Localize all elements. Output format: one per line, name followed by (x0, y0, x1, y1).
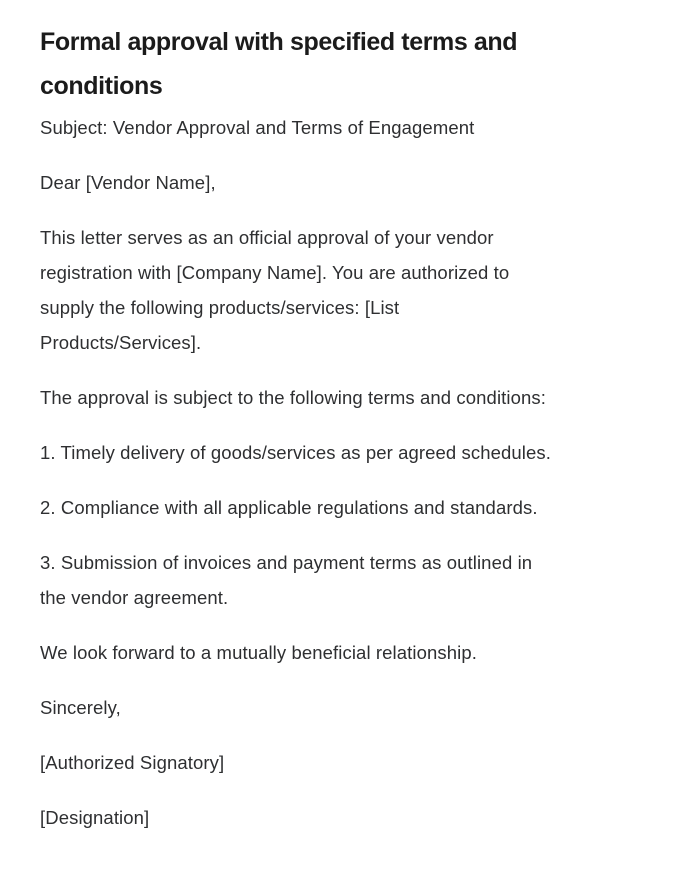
text-line: Dear [Vendor Name], (40, 172, 216, 193)
text-line: 1. Timely delivery of goods/services as per agreed schedules. (40, 442, 551, 463)
signature-designation-placeholder (40, 800, 640, 835)
text-line: We look forward to a mutually beneficial relationship. (40, 642, 477, 663)
signature-name-placeholder (40, 745, 640, 780)
term-item-1 (40, 435, 640, 470)
text-line: Subject: Vendor Approval and Terms of Engagement (40, 117, 475, 138)
paragraph-signoff (40, 690, 640, 725)
paragraph-subject (40, 110, 640, 145)
text-line: supply the following products/services: [List (40, 297, 400, 318)
text-line: the vendor agreement. (40, 587, 229, 608)
paragraph-closing (40, 635, 640, 670)
page-title-line: Formal approval with specified terms and (40, 28, 518, 56)
text-line: [Authorized Signatory] (40, 752, 225, 773)
term-item-2 (40, 490, 640, 525)
text-line: 3. Submission of invoices and payment terms as outlined in (40, 552, 533, 573)
text-line: registration with [Company Name]. You are authorized to (40, 262, 510, 283)
page-title (40, 20, 640, 108)
paragraph-approval-body (40, 220, 640, 360)
text-line: [Designation] (40, 807, 150, 828)
term-item-3 (40, 545, 640, 615)
text-line: This letter serves as an official approval of your vendor (40, 227, 494, 248)
paragraph-terms-intro (40, 380, 640, 415)
text-line: 2. Compliance with all applicable regulations and standards. (40, 497, 538, 518)
page-title-line: conditions (40, 72, 163, 100)
text-line: The approval is subject to the following terms and conditions: (40, 387, 546, 408)
text-line: Sincerely, (40, 697, 121, 718)
text-line: Products/Services]. (40, 332, 202, 353)
paragraph-salutation (40, 165, 640, 200)
